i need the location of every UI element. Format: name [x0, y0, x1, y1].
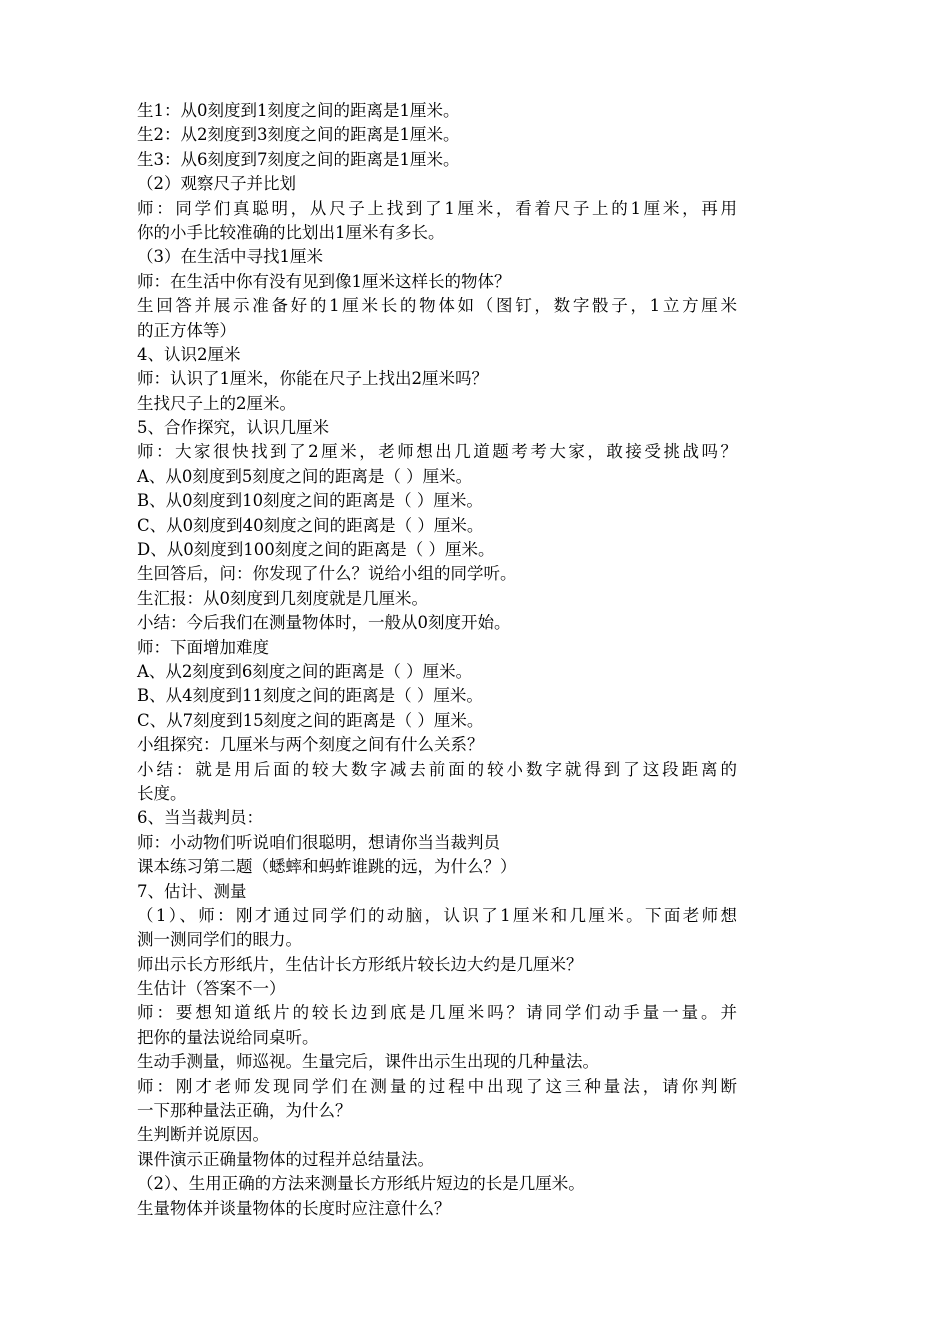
- text-line: 师：要想知道纸片的较长边到底是几厘米吗？请同学们动手量一量。并: [137, 1003, 737, 1023]
- text-line: （1）、师：刚才通过同学们的动脑，认识了1厘米和几厘米。下面老师想: [137, 905, 737, 925]
- text-line: 小结：就是用后面的较大数字减去前面的较小数字就得到了这段距离的: [137, 759, 737, 779]
- text-line: B、从0刻度到10刻度之间的距离是（ ）厘米。: [137, 491, 483, 511]
- text-line: 生动手测量，师巡视。生量完后，课件出示生出现的几种量法。: [137, 1052, 599, 1072]
- text-line: 一下那种量法正确，为什么？: [137, 1101, 352, 1121]
- text-line: 师：小动物们听说咱们很聪明，想请你当当裁判员: [137, 832, 500, 852]
- text-line: （2）观察尺子并比划: [137, 174, 296, 194]
- text-line: 生量物体并谈量物体的长度时应注意什么？: [137, 1198, 451, 1218]
- text-line: 生3：从6刻度到7刻度之间的距离是1厘米。: [137, 149, 460, 169]
- text-line: 生估计（答案不一）: [137, 979, 286, 999]
- text-line: 5、合作探究，认识几厘米: [137, 418, 329, 438]
- text-line: 师：刚才老师发现同学们在测量的过程中出现了这三种量法，请你判断: [137, 1076, 737, 1096]
- text-line: 课本练习第二题（蟋蟀和蚂蚱谁跳的远，为什么？）: [137, 857, 517, 877]
- text-line: 7、估计、测量: [137, 881, 247, 901]
- text-line: 生1：从0刻度到1刻度之间的距离是1厘米。: [137, 101, 460, 120]
- text-line: （3）在生活中寻找1厘米: [137, 247, 323, 267]
- text-line: 生回答后，问：你发现了什么？说给小组的同学听。: [137, 564, 517, 584]
- text-line: 师：在生活中你有没有见到像1厘米这样长的物体？: [137, 271, 511, 291]
- text-line: 生2：从2刻度到3刻度之间的距离是1厘米。: [137, 125, 460, 145]
- text-line: 小组探究：几厘米与两个刻度之间有什么关系？: [137, 735, 484, 755]
- text-line: C、从7刻度到15刻度之间的距离是（ ）厘米。: [137, 710, 484, 730]
- text-line: 师：下面增加难度: [137, 637, 269, 657]
- text-line: 长度。: [137, 783, 187, 803]
- text-line: 的正方体等）: [137, 320, 236, 340]
- text-line: 师出示长方形纸片，生估计长方形纸片较长边大约是几厘米？: [137, 954, 583, 974]
- text-line: A、从0刻度到5刻度之间的距离是（ ）厘米。: [137, 466, 473, 486]
- text-line: 生汇报：从0刻度到几刻度就是几厘米。: [137, 588, 428, 608]
- text-line: C、从0刻度到40刻度之间的距离是（ ）厘米。: [137, 515, 484, 535]
- text-line: 师：大家很快找到了2厘米，老师想出几道题考考大家，敢接受挑战吗？: [137, 442, 737, 462]
- text-line: 生判断并说原因。: [137, 1125, 269, 1145]
- text-line: 你的小手比较准确的比划出1厘米有多长。: [137, 222, 445, 242]
- text-line: 测一测同学们的眼力。: [137, 930, 302, 950]
- text-line: 4、认识2厘米: [137, 344, 241, 364]
- text-line: 把你的量法说给同桌听。: [137, 1027, 319, 1047]
- text-line: 小结：今后我们在测量物体时，一般从0刻度开始。: [137, 613, 511, 633]
- text-line: 师：认识了1厘米，你能在尺子上找出2厘米吗？: [137, 369, 488, 389]
- document-body: [137, 99, 737, 1221]
- text-line: 生找尺子上的2厘米。: [137, 393, 296, 413]
- text-line: 生回答并展示准备好的1厘米长的物体如（图钉，数字骰子，1立方厘米: [137, 296, 737, 316]
- text-line: 师：同学们真聪明，从尺子上找到了1厘米，看着尺子上的1厘米，再用: [137, 198, 737, 218]
- text-line: B、从4刻度到11刻度之间的距离是（ ）厘米。: [137, 686, 483, 706]
- text-line: 课件演示正确量物体的过程并总结量法。: [137, 1149, 434, 1169]
- text-line: D、从0刻度到100刻度之间的距离是（ ）厘米。: [137, 540, 495, 560]
- text-line: 6、当当裁判员：: [137, 808, 263, 828]
- text-line: （2）、生用正确的方法来测量长方形纸片短边的长是几厘米。: [137, 1174, 585, 1194]
- text-line: A、从2刻度到6刻度之间的距离是（ ）厘米。: [137, 661, 473, 681]
